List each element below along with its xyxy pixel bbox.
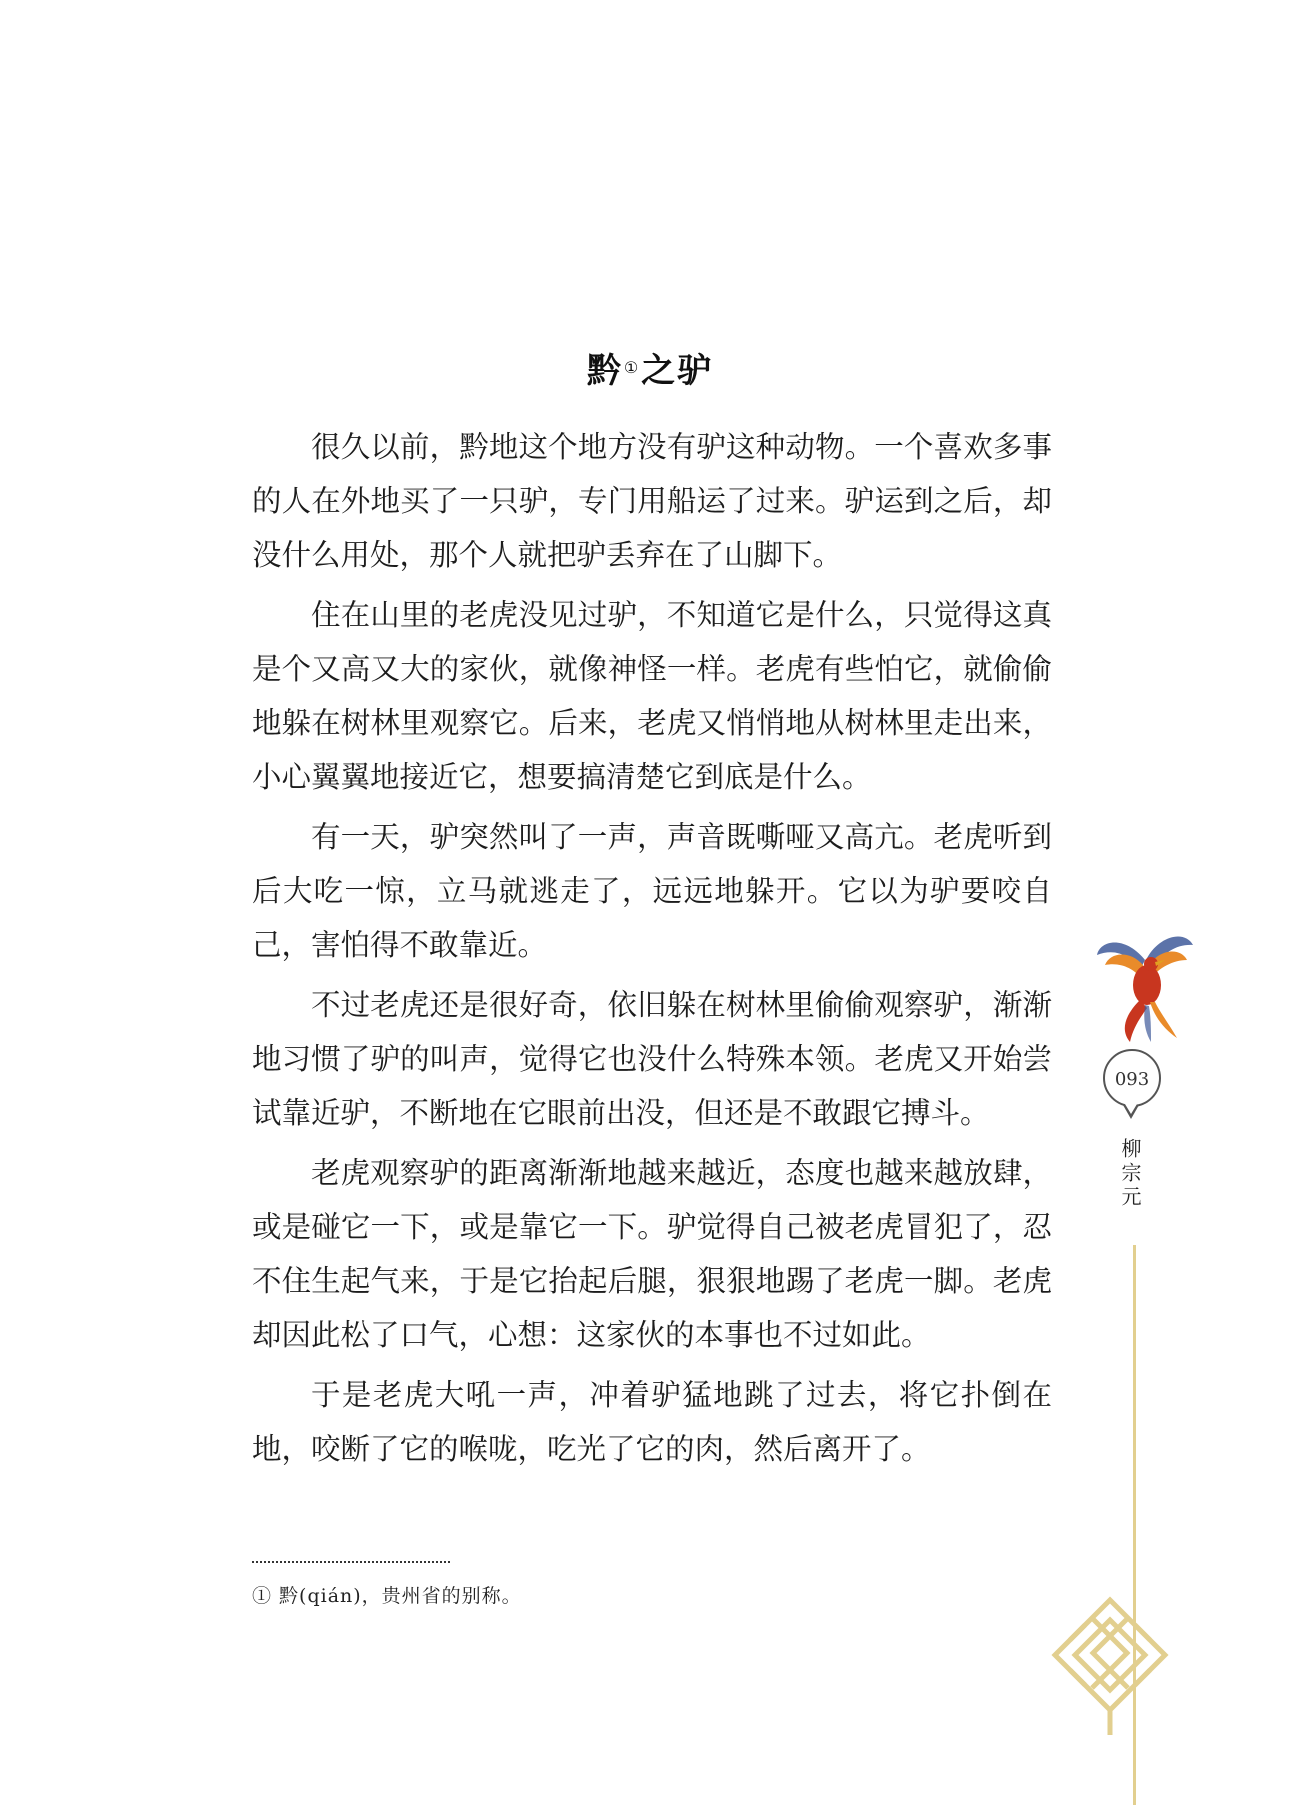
title-main-char: 黔 [586,350,623,391]
paragraph-3: 有一天，驴突然叫了一声，声音既嘶哑又高亢。老虎听到后大吃一惊，立马就逃走了，远远地躲开。它以为驴要咬自己，害怕得不敢靠近。 [252,820,1052,962]
page-title [0,343,1300,392]
footnote-divider [252,1561,450,1563]
paragraph-4: 不过老虎还是很好奇，依旧躲在树林里偷偷观察驴，渐渐地习惯了驴的叫声，觉得它也没什么特殊本领。老虎又开始尝试靠近驴，不断地在它眼前出没，但还是不敢跟它搏斗。 [252,988,1052,1130]
paragraph-2: 住在山里的老虎没见过驴，不知道它是什么，只觉得这真是个又高又大的家伙，就像神怪一样。老虎有些怕它，就偷偷地躲在树林里观察它。后来，老虎又悄悄地从树林里走出来，小心翼翼地接近它，想要搞清楚它到底是什么。 [252,598,1052,794]
phoenix-icon [1095,930,1195,1045]
title-rest: 之驴 [641,350,714,391]
page-number: 093 [1103,1049,1161,1107]
footnote-marker[interactable]: ① [623,358,641,378]
author-name: 柳宗元 [1118,1138,1142,1210]
endless-knot-ornament-icon [1040,1590,1180,1740]
footnote-text: ① 黔(qián)，贵州省的别称。 [252,1585,522,1607]
story-body [252,420,1052,1482]
paragraph-1: 很久以前，黔地这个地方没有驴这种动物。一个喜欢多事的人在外地买了一只驴，专门用船运了过来。驴运到之后，却没什么用处，那个人就把驴丢弃在了山脚下。 [252,430,1052,572]
paragraph-6: 于是老虎大吼一声，冲着驴猛地跳了过去，将它扑倒在地，咬断了它的喉咙，吃光了它的肉，然后离开了。 [252,1378,1052,1466]
page-badge-tail-inner [1125,1104,1137,1114]
paragraph-5: 老虎观察驴的距离渐渐地越来越近，态度也越来越放肆，或是碰它一下，或是靠它一下。驴觉得自己被老虎冒犯了，忍不住生起气来，于是它抬起后腿，狠狠地踢了老虎一脚。老虎却因此松了口气，心想：这家伙的本事也不过如此。 [252,1156,1052,1352]
